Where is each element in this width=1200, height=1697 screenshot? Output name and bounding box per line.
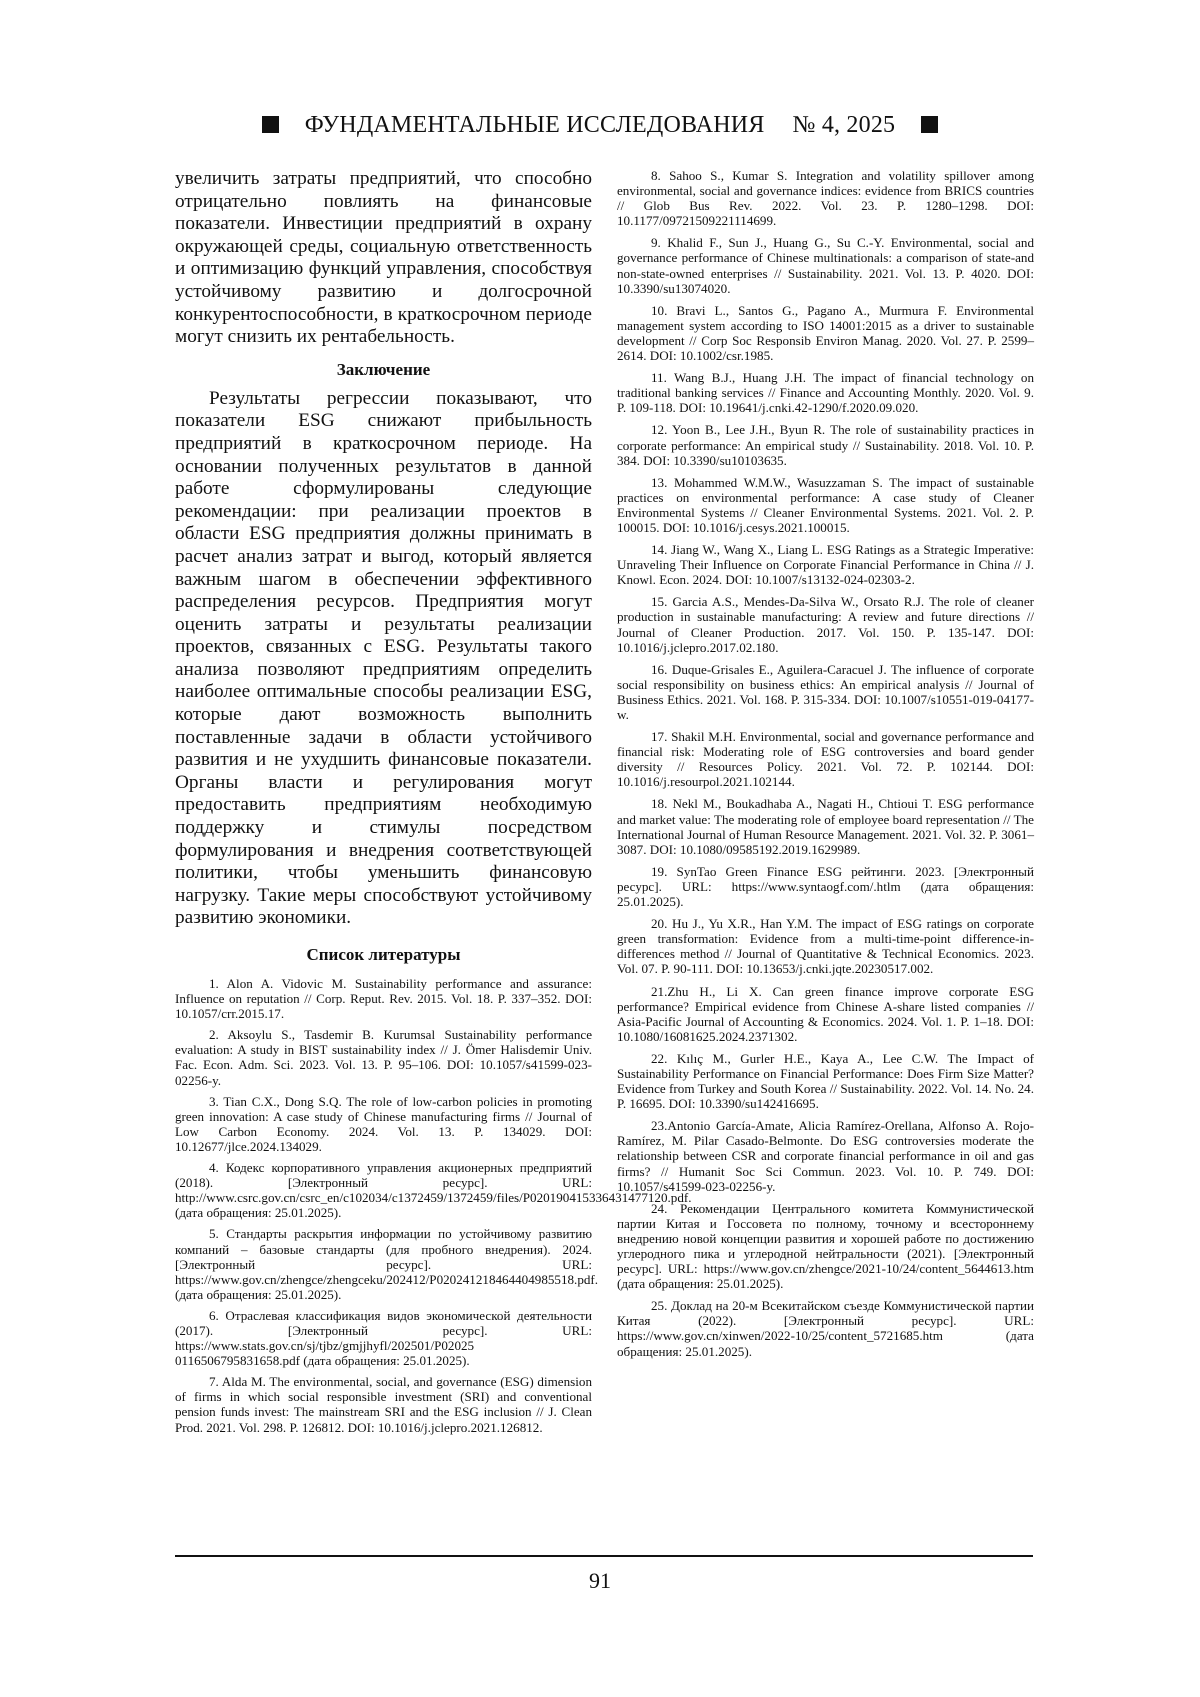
reference-item: 6. Отраслевая классификация видов экономической деятельности (2017). [Электронный ресурс]. URL: https://www.stats.gov.cn/sj/tjbz/gmjjhyfl/202501/P02025 0116506795831658.pdf (дата обращения: 25.01.2025). bbox=[175, 1307, 592, 1369]
reference-item: 22. Kılıç M., Gurler H.E., Kaya A., Lee C.W. The Impact of Sustainability Performance on Financial Performance: Does Firm Size Matter? Evidence from Turkey and South Korea // Sustainability. 2022. Vol. 14. No. 24. P. 16695. DOI: 10.3390/su142416695. bbox=[617, 1050, 1034, 1112]
reference-item: 20. Hu J., Yu X.R., Han Y.M. The impact of ESG ratings on corporate green transformation: Evidence from a multi-time-point difference-in-differences method // Journal of Quantitative & Technical Economics. 2023. Vol. 07. P. 90-111. DOI: 10.13653/j.cnki.jqte.20230517.002. bbox=[617, 916, 1034, 977]
section-title-conclusion: Заключение bbox=[336, 359, 431, 379]
references-list-right bbox=[617, 168, 1034, 1359]
conclusion-paragraph: Результаты регрессии показывают, что показатели ESG снижают прибыльность предприятий в краткосрочном периоде. На основании полученных результатов в данной работе сформулированы следующие рекомендации: при реализации проектов в области ESG предприятия должны принимать в расчет анализ затрат и выгод, который является важным шагом в обеспечении эффективного распределения ресурсов. Предприятия могут оценить затраты и результаты реализации проектов, связанных с ESG. Результаты такого анализа позволяют предприятиям определить наиболее оптимальные способы реализации ESG, которые дают возможность выполнить поставленные задачи в области устойчивого развития и не ухудшить финансовые показатели. Органы власти и регулирования могут предоставить предприятиям необходимую поддержку и стимулы посредством формулирования и внедрения соответствующей политики, чтобы уменьшить финансовую нагрузку. Такие меры способствуют устойчивому развитию экономики. bbox=[175, 387, 592, 929]
reference-item: 11. Wang B.J., Huang J.H. The impact of financial technology on traditional banking services // Finance and Accounting Monthly. 2020. Vol. 9. P. 109-118. DOI: 10.19641/j.cnki.42-1290/f.2020.09.020. bbox=[617, 370, 1034, 416]
right-column bbox=[617, 168, 1034, 1366]
issue-number: № 4, 2025 bbox=[792, 112, 896, 138]
page-number: 91 bbox=[589, 1568, 611, 1593]
reference-item: 24. Рекомендации Центрального комитета Коммунистической партии Китая и Госсовета по полному, точному и всестороннему внедрению новой концепции развития и хорошей работе по достижению углеродного пика и углеродной нейтральности (2021). [Электронный ресурс]. URL: https://www.gov.cn/zhengce/2021-10/24/content_5644613.htm (дата обращения: 25.01.2025). bbox=[617, 1200, 1034, 1292]
reference-item: 15. Garcia A.S., Mendes-Da-Silva W., Orsato R.J. The role of cleaner production in sustainable manufacturing: A review and future directions // Journal of Cleaner Production. 2017. Vol. 150. P. 135-147. DOI: 10.1016/j.jclepro.2017.02.180. bbox=[617, 594, 1034, 655]
reference-item: 2. Aksoylu S., Tasdemir B. Kurumsal Sustainability performance evaluation: A study in BIST sustainability index // J. Ömer Halisdemir Univ. Fac. Econ. Adm. Sci. 2023. Vol. 13. P. 95–106. DOI: 10.1057/s41599-023-02256-y. bbox=[175, 1027, 592, 1088]
reference-item: 12. Yoon B., Lee J.H., Byun R. The role of sustainability practices in corporate performance: An empirical study // Sustainability. 2018. Vol. 10. P. 384. DOI: 10.3390/su10103635. bbox=[617, 422, 1034, 468]
reference-item: 23.Antonio García-Amate, Alicia Ramírez-Orellana, Alfonso A. Rojo-Ramírez, M. Pilar Casado-Belmonte. Do ESG controversies moderate the relationship between CSR and corporate financial performance in oil and gas firms? // Humanit Soc Sci Commun. 2023. Vol. 10. P. 749. DOI: 10.1057/s41599-023-02256-y. bbox=[617, 1118, 1034, 1194]
reference-item: 1. Alon A. Vidovic M. Sustainability performance and assurance: Influence on reputation // Corp. Reput. Rev. 2015. Vol. 18. P. 337–352. DOI: 10.1057/crr.2015.17. bbox=[175, 976, 592, 1022]
reference-item: 18. Nekl M., Boukadhaba A., Nagati H., Chtioui T. ESG performance and market value: The moderating role of employee board representation // The International Journal of Human Resource Management. 2021. Vol. 32. P. 3061–3087. DOI: 10.1080/09585192.2019.1629989. bbox=[617, 796, 1034, 857]
left-column bbox=[175, 168, 692, 1441]
square-bullet-icon bbox=[921, 116, 938, 133]
running-header bbox=[0, 112, 1200, 139]
reference-item: 7. Alda M. The environmental, social, and governance (ESG) dimension of firms in which social responsible investment (SRI) and conventional pension funds invest: The mainstream SRI and the ESG inclusion // J. Clean Prod. 2021. Vol. 298. P. 126812. DOI: 10.1016/j.jclepro.2021.126812. bbox=[175, 1374, 592, 1435]
footer-divider bbox=[175, 1555, 1033, 1557]
reference-item: 5. Стандарты раскрытия информации по устойчивому развитию компаний – базовые стандарты (для пробного внедрения). 2024. [Электронный ресурс]. URL: https://www.gov.cn/zhengce/zhengceku/202412/P020241218464404985518.pdf. (дата обращения: 25.01.2025). bbox=[175, 1226, 599, 1302]
reference-item: 8. Sahoo S., Kumar S. Integration and volatility spillover among environmental, social and governance indices: evidence from BRICS countries // Glob Bus Rev. 2022. Vol. 23. P. 1280–1298. DOI: 10.1177/09721509221114699. bbox=[617, 168, 1034, 229]
reference-item: 17. Shakil M.H. Environmental, social and governance performance and financial risk: Moderating role of ESG controversies and board gender diversity // Resources Policy. 2021. Vol. 72. P. 102144. DOI: 10.1016/j.resourpol.2021.102144. bbox=[617, 729, 1034, 790]
reference-item: 14. Jiang W., Wang X., Liang L. ESG Ratings as a Strategic Imperative: Unraveling Their Influence on Corporate Financial Performance in China // J. Knowl. Econ. 2024. DOI: 10.1007/s13132-024-02303-2. bbox=[617, 542, 1034, 588]
reference-item: 3. Tian C.X., Dong S.Q. The role of low-carbon policies in promoting green innovation: A case study of Chinese manufacturing firms // Journal of Low Carbon Economy. 2024. Vol. 13. P. 134029. DOI: 10.12677/jlce.2024.134029. bbox=[175, 1093, 592, 1154]
square-bullet-icon bbox=[262, 116, 279, 133]
reference-item: 21.Zhu H., Li X. Can green finance improve corporate ESG performance? Empirical evidence from Chinese A-share listed companies // Asia-Pacific Journal of Accounting & Economics. 2024. Vol. 1. P. 1–18. DOI: 10.1080/16081625.2024.2371302. bbox=[617, 983, 1034, 1044]
reference-item: 4. Кодекс корпоративного управления акционерных предприятий (2018). [Электронный ресурс]. URL: http://www.csrc.gov.cn/csrc_en/c102034/c1372459/1372459/files/P020190415336431477120.pdf. (дата обращения: 25.01.2025). bbox=[175, 1160, 692, 1221]
reference-item: 19. SynTao Green Finance ESG рейтинги. 2023. [Электронный ресурс]. URL: https://www.syntaogf.com/.htlm (дата обращения: 25.01.2025). bbox=[617, 863, 1034, 910]
reference-item: 10. Bravi L., Santos G., Pagano A., Murmura F. Environmental management system according to ISO 14001:2015 as a driver to sustainable development // Corp Soc Responsib Environ Manag. 2020. Vol. 27. P. 2599–2614. DOI: 10.1002/csr.1985. bbox=[617, 302, 1034, 364]
references-list-left bbox=[175, 976, 692, 1435]
reference-item: 13. Mohammed W.M.W., Wasuzzaman S. The impact of sustainable practices on environmental performance: A case study of Cleaner Environmental Systems // Cleaner Environmental Systems. 2021. Vol. 2. P. 100015. DOI: 10.1016/j.cesys.2021.100015. bbox=[617, 474, 1034, 535]
reference-item: 25. Доклад на 20-м Всекитайском съезде Коммунистической партии Китая (2022). [Электронный ресурс]. URL: https://www.gov.cn/xinwen/2022-10/25/content_5721685.htm (дата обращения: 25.01.2025). bbox=[617, 1298, 1034, 1359]
reference-item: 9. Khalid F., Sun J., Huang G., Su C.-Y. Environmental, social and governance performance of Chinese multinationals: a comparison of state-and non-state-owned enterprises // Sustainability. 2021. Vol. 13. P. 4020. DOI: 10.3390/su13074020. bbox=[617, 235, 1034, 296]
journal-title: ФУНДАМЕНТАЛЬНЫЕ ИССЛЕДОВАНИЯ bbox=[304, 112, 765, 138]
reference-item: 16. Duque-Grisales E., Aguilera-Caracuel J. The influence of corporate social responsibility on business ethics: An empirical analysis // Journal of Business Ethics. 2021. Vol. 168. P. 315-334. DOI: 10.1007/s10551-019-04177-w. bbox=[617, 661, 1034, 722]
intro-paragraph: увеличить затраты предприятий, что способно отрицательно повлиять на финансовые показатели. Инвестиции предприятий в охрану окружающей среды, социальную ответственность и оптимизацию функций управления, способствуя устойчивому развитию и долгосрочной конкурентоспособности, в краткосрочном периоде могут снизить их рентабельность. bbox=[175, 168, 592, 348]
references-title: Список литературы bbox=[306, 945, 461, 964]
